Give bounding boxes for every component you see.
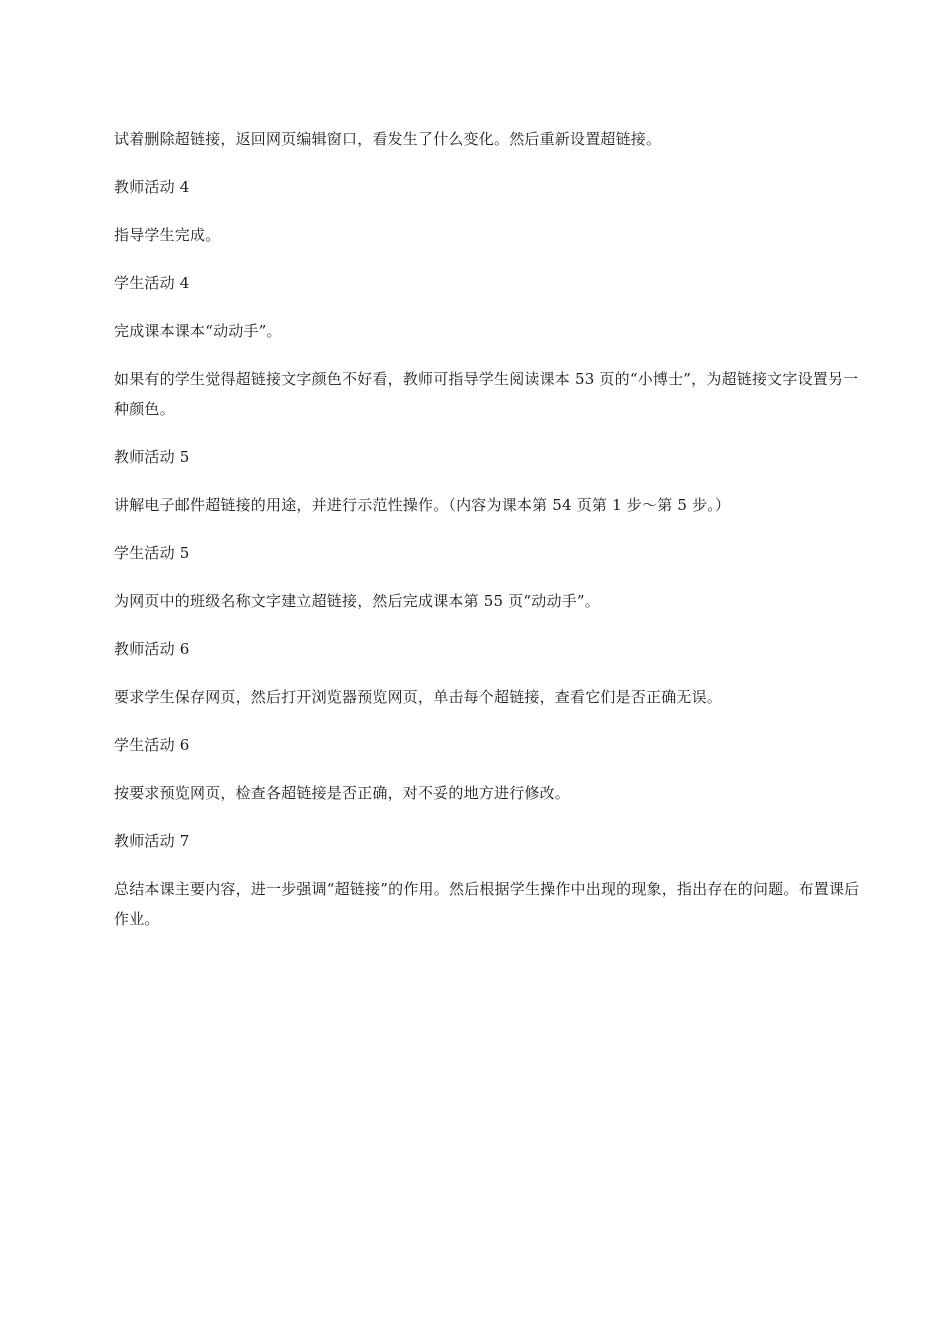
heading-student-activity-5: 学生活动 5	[114, 544, 190, 562]
paragraph-guide-students: 指导学生完成。	[114, 226, 221, 244]
heading-teacher-activity-7: 教师活动 7	[114, 832, 190, 850]
heading-teacher-activity-6: 教师活动 6	[114, 640, 190, 658]
paragraph-save-preview: 要求学生保存网页，然后打开浏览器预览网页，单击每个超链接，查看它们是否正确无误。	[114, 688, 723, 706]
heading-student-activity-6: 学生活动 6	[114, 736, 190, 754]
paragraph-complete-exercise: 完成课本课本“动动手”。	[114, 322, 282, 340]
heading-student-activity-4: 学生活动 4	[114, 274, 190, 292]
document-body	[114, 124, 866, 934]
paragraph-class-name-link: 为网页中的班级名称文字建立超链接，然后完成课本第 55 页“动动手”。	[114, 592, 600, 610]
paragraph-check-links: 按要求预览网页，检查各超链接是否正确，对不妥的地方进行修改。	[114, 784, 571, 802]
paragraph-summary-homework: 总结本课主要内容，进一步强调“超链接”的作用。然后根据学生操作中出现的现象，指出存在的问题。布置课后作业。	[114, 880, 860, 928]
paragraph-delete-link-task: 试着删除超链接，返回网页编辑窗口，看发生了什么变化。然后重新设置超链接。	[114, 130, 662, 148]
heading-teacher-activity-5: 教师活动 5	[114, 448, 190, 466]
paragraph-email-link-demo: 讲解电子邮件超链接的用途，并进行示范性操作。（内容为课本第 54 页第 1 步～第 5 步。）	[114, 496, 731, 514]
paragraph-link-color-tip: 如果有的学生觉得超链接文字颜色不好看，教师可指导学生阅读课本 53 页的“小博士”，为超链接文字设置另一种颜色。	[114, 370, 859, 418]
heading-teacher-activity-4: 教师活动 4	[114, 178, 190, 196]
